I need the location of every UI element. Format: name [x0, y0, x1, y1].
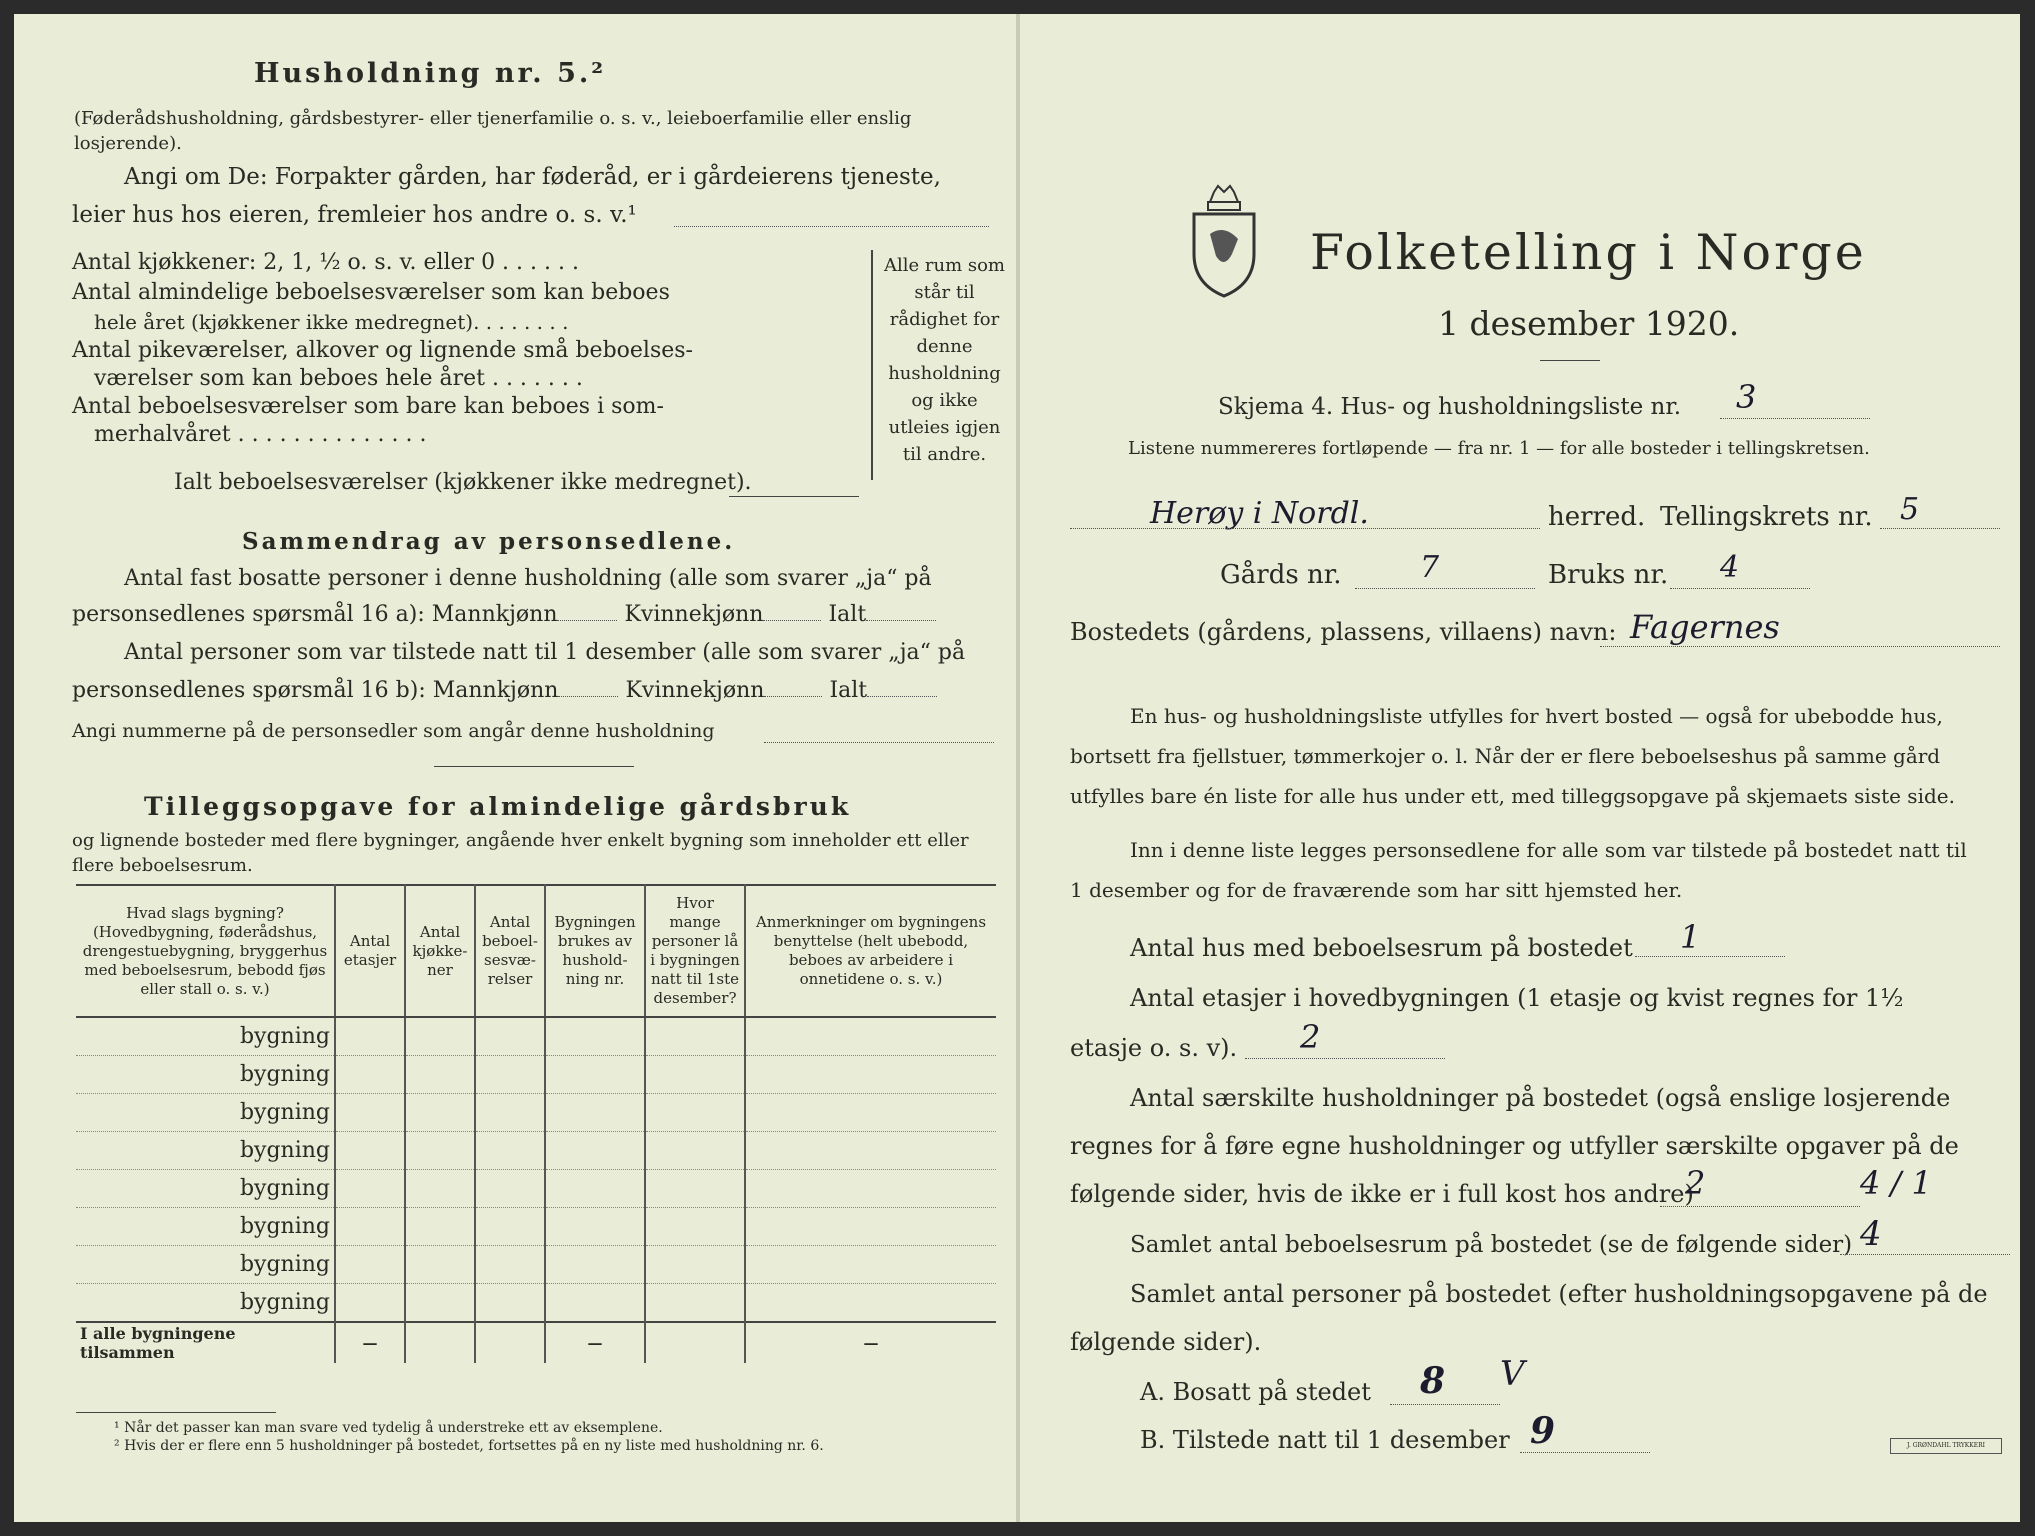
supplement-sub: og lignende bosteder med flere bygninger, angående hver enkelt bygning som inneholder ett eller flere beboelsesrum. [72, 830, 969, 876]
printer-stamp: J. GRØNDAHL TRYKKERI [1890, 1438, 2002, 1454]
herred-value: Herøy i Nordl. [1150, 496, 1369, 531]
q-rum: Samlet antal beboelsesrum på bostedet (se de følgende sider) [1130, 1232, 1853, 1258]
schema-value: 3 [1736, 378, 1757, 416]
summary-p1-b [72, 602, 936, 627]
summary-p2-a: Antal personer som var tilstede natt til 1 desember (alle som svarer „ja“ på [124, 640, 966, 665]
q-rooms-1: Antal almindelige beboelsesværelser som kan beboes [72, 280, 670, 305]
row-label: bygning [76, 1208, 335, 1246]
gards-value: 7 [1420, 550, 1440, 585]
numbering-note: Listene nummereres fortløpende — fra nr. 1 — for alle bosteder i tellingskretsen. [1128, 438, 1870, 459]
right-page [1020, 14, 2020, 1522]
summary-p1-a: Antal fast bosatte personer i denne husholdning (alle som svarer „ja“ på [124, 566, 932, 591]
table-row [76, 1284, 996, 1323]
q-hush-line [1660, 1206, 1860, 1207]
herred-line [1070, 528, 1540, 529]
question-line1: Angi om De: Forpakter gården, har føderåd, er i gårdeierens tjeneste, [124, 164, 941, 190]
q-total: Ialt beboelsesværelser (kjøkkener ikke medregnet). [174, 470, 752, 495]
row-label: bygning [76, 1094, 335, 1132]
table-row [76, 1246, 996, 1284]
census-title: Folketelling i Norge [1310, 224, 1867, 281]
row-label: bygning [76, 1284, 335, 1323]
krets-value: 5 [1900, 492, 1920, 527]
male-label: personsedlenes spørsmål 16 a): Mannkjønn [72, 602, 558, 627]
table-row [76, 1170, 996, 1208]
table-row [76, 1132, 996, 1170]
q-maid-1: Antal pikeværelser, alkover og lignende små beboelses- [72, 338, 693, 363]
col-header: Antal kjøkke-ner [405, 885, 475, 1017]
numbers-line [764, 742, 994, 743]
col-header: Anmerkninger om bygningens benyttelse (helt ubebodd, beboes av arbeidere i onnetidene o. s. v.) [745, 885, 996, 1017]
row-label: bygning [76, 1246, 335, 1284]
row-label: bygning [76, 1017, 335, 1056]
table-row [76, 1094, 996, 1132]
col-header: Hvad slags bygning? (Hovedbygning, føderådshus, drengestuebygning, bryggerhus med beboelsesrum, bebodd fjøs eller stall o. s. v.) [76, 885, 335, 1017]
table-row [76, 1017, 996, 1056]
krets-line [1880, 528, 2000, 529]
q-etasjer-a: Antal etasjer i hovedbygningen (1 etasje og kvist regnes for 1½ [1130, 984, 1904, 1012]
q-rum-line [1840, 1254, 2010, 1255]
title-rule [1540, 360, 1600, 361]
bruks-line [1670, 588, 1810, 589]
total-row-label: I alle bygningene tilsammen [76, 1322, 335, 1363]
female-label: Kvinnekjønn [625, 678, 765, 703]
b-label: B. Tilstede natt til 1 desember [1140, 1426, 1510, 1454]
q-maid-2: værelser som kan beboes hele året . . . . . . . [94, 366, 583, 391]
q-etasjer-value: 2 [1300, 1018, 1321, 1056]
q-rooms-2: hele året (kjøkkener ikke medregnet). . . . . . . . [94, 310, 569, 334]
coat-of-arms-icon [1188, 184, 1260, 299]
divider [434, 766, 634, 767]
total-dash: — [745, 1322, 996, 1363]
household-intro: (Føderådshusholdning, gårdsbestyrer- eller tjenerfamilie o. s. v., leieboerfamilie eller enslig losjerende). [74, 108, 912, 154]
b-line [1520, 1452, 1650, 1453]
col-header: Bygningen brukes av hushold-ning nr. [545, 885, 645, 1017]
bosted-value: Fagernes [1630, 608, 1780, 646]
a-value: 8 [1420, 1360, 1446, 1402]
q-summer-2: merhalvåret . . . . . . . . . . . . . . [94, 422, 427, 447]
female-label: Kvinnekjønn [624, 602, 764, 627]
total-label: Ialt [829, 678, 868, 703]
question-line2: leier hus hos eieren, fremleier hos andre o. s. v.¹ [72, 202, 637, 228]
instr2-b: 1 desember og for de fraværende som har sitt hjemsted her. [1070, 878, 1683, 902]
answer-line [674, 226, 989, 227]
male-label: personsedlenes spørsmål 16 b): Mannkjønn [72, 678, 559, 703]
brace [871, 250, 873, 480]
instr1-b: bortsett fra fjellstuer, tømmerkojer o. l. Når der er flere beboelseshus på samme gård [1070, 744, 1941, 768]
table-row [76, 1056, 996, 1094]
q-summer-1: Antal beboelsesværelser som bare kan beboes i som- [72, 394, 664, 419]
total-label: Ialt [828, 602, 867, 627]
gards-line [1355, 588, 1535, 589]
q-hus-line [1635, 956, 1785, 957]
side-note: Alle rum som står til rådighet for denne husholdning og ikke utleies igjen til andre. [883, 255, 1006, 465]
instr1-a: En hus- og husholdningsliste utfylles for hvert bosted — også for ubebodde hus, [1130, 704, 1943, 728]
q-hush-a: Antal særskilte husholdninger på bostedet (også enslige losjerende [1130, 1084, 1951, 1112]
bosted-line [1600, 646, 2000, 647]
summary-numbers: Angi nummerne på de personsedler som angår denne husholdning [72, 720, 715, 742]
q-hush-extra: 4 / 1 [1860, 1164, 1932, 1202]
row-label: bygning [76, 1170, 335, 1208]
schema-line [1720, 418, 1870, 419]
a-label: A. Bosatt på stedet [1140, 1378, 1371, 1406]
q-pers-b: følgende sider). [1070, 1328, 1262, 1356]
total-line [729, 496, 859, 497]
bruks-label: Bruks nr. [1548, 560, 1669, 590]
gards-label: Gårds nr. [1220, 560, 1342, 590]
herred-label: herred. [1548, 502, 1646, 532]
a-line [1390, 1404, 1500, 1405]
bruks-value: 4 [1720, 550, 1740, 585]
footnote-1: ¹ Når det passer kan man svare ved tydelig å understreke ett av eksemplene. [114, 1420, 663, 1436]
col-header: Antal etasjer [335, 885, 405, 1017]
q-hus-value: 1 [1680, 918, 1701, 956]
q-pers-a: Samlet antal personer på bostedet (efter husholdningsopgavene på de [1130, 1280, 1988, 1308]
bosted-label: Bostedets (gårdens, plassens, villaens) navn: [1070, 618, 1617, 646]
left-page [14, 14, 1018, 1522]
supplement-title: Tilleggsopgave for almindelige gårdsbruk [144, 792, 852, 821]
a-check: V [1500, 1354, 1525, 1394]
instr2-a: Inn i denne liste legges personsedlene for alle som var tilstede på bostedet natt til [1130, 838, 1967, 862]
krets-label: Tellingskrets nr. [1660, 502, 1873, 532]
instr1-c: utfylles bare én liste for alle hus under ett, med tilleggsopgave på skjemaets siste side. [1070, 784, 1955, 808]
q-kitchens: Antal kjøkkener: 2, 1, ½ o. s. v. eller 0 . . . . . . [72, 250, 579, 275]
q-hush-b: regnes for å føre egne husholdninger og utfyller særskilte opgaver på de [1070, 1132, 1959, 1160]
table-row [76, 1208, 996, 1246]
q-hush-value: 2 [1685, 1164, 1706, 1202]
q-etasjer-b: etasje o. s. v). [1070, 1034, 1238, 1062]
row-label: bygning [76, 1132, 335, 1170]
footnote-2: ² Hvis der er flere enn 5 husholdninger på bostedet, fortsettes på en ny liste med husholdning nr. 6. [114, 1438, 824, 1454]
summary-p2-b [72, 678, 937, 703]
table-header-row [76, 885, 996, 1017]
total-dash: — [545, 1322, 645, 1363]
col-header: Hvor mange personer lå i bygningen natt til 1ste desember? [645, 885, 745, 1017]
building-table [76, 884, 996, 1363]
footnote-rule [76, 1412, 276, 1413]
summary-title: Sammendrag av personsedlene. [242, 528, 736, 555]
q-hus: Antal hus med beboelsesrum på bostedet [1130, 934, 1633, 962]
q-etasjer-line [1245, 1058, 1445, 1059]
col-header: Antal beboel-sesvæ-relser [475, 885, 545, 1017]
schema-label: Skjema 4. Hus- og husholdningsliste nr. [1218, 394, 1682, 420]
q-hush-c: følgende sider, hvis de ikke er i full kost hos andre) [1070, 1180, 1694, 1208]
row-label: bygning [76, 1056, 335, 1094]
census-date: 1 desember 1920. [1438, 304, 1740, 343]
b-value: 9 [1530, 1410, 1556, 1452]
table-total-row [76, 1322, 996, 1363]
total-dash: — [335, 1322, 405, 1363]
q-rum-value: 4 [1860, 1214, 1882, 1254]
household-title: Husholdning nr. 5.² [254, 58, 607, 89]
